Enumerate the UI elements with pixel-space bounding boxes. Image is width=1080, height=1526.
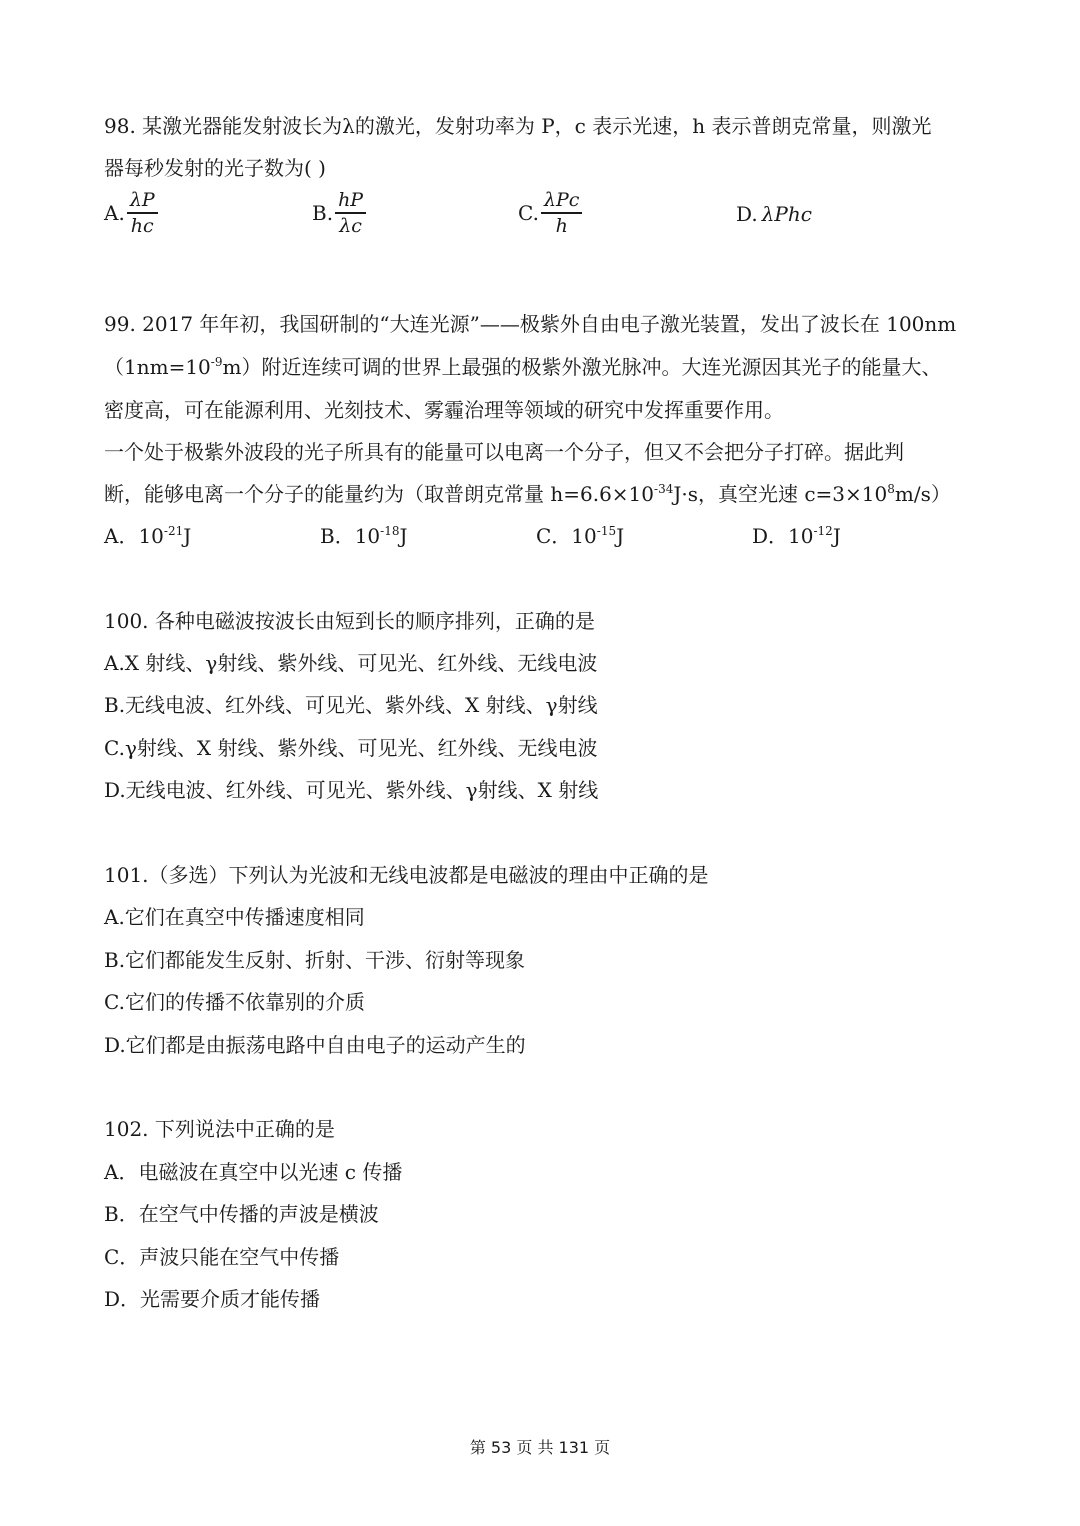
q100-stem: 100. 各种电磁波按波长由短到长的顺序排列，正确的是 [104, 609, 595, 633]
q98-option-c-fraction [541, 188, 582, 238]
q99-line5-pre: 断，能够电离一个分子的能量约为（取普朗克常量 h=6.6×10 [104, 482, 655, 506]
q100-option-c: C.γ射线、X 射线、紫外线、可见光、红外线、无线电波 [104, 736, 598, 760]
q98-option-a [104, 188, 158, 238]
q99-stem-line5 [104, 480, 951, 508]
q99-option-d [752, 522, 841, 550]
q99-option-c-post: J [616, 524, 625, 548]
q99-option-b-pre: B．10 [320, 524, 381, 548]
q101-option-a: A.它们在真空中传播速度相同 [104, 905, 365, 929]
q99-option-a-sup: -21 [163, 524, 184, 538]
q102-option-d: D．光需要介质才能传播 [104, 1287, 321, 1311]
q99-option-b-sup: -18 [380, 524, 400, 538]
q99-stem-line3: 密度高，可在能源利用、光刻技术、雾霾治理等领域的研究中发挥重要作用。 [104, 398, 784, 422]
q98-option-b-fraction [335, 188, 366, 238]
q99-line2-post: m）附近连续可调的世界上最强的极紫外激光脉冲。大连光源因其光子的能量大、 [222, 355, 942, 379]
q99-stem-line1: 99. 2017 年年初，我国研制的“大连光源”——极紫外自由电子激光装置，发出了波长在 100nm [104, 312, 957, 336]
q98-option-a-fraction [127, 188, 158, 238]
q98-option-d [736, 202, 812, 226]
q99-option-a [104, 522, 191, 550]
q98-option-d-text: λPhc [761, 202, 812, 226]
q102-option-a: A．电磁波在真空中以光速 c 传播 [104, 1160, 403, 1184]
q99-line5-sup2: 8 [887, 482, 895, 496]
q99-stem-line2 [104, 353, 941, 381]
q98-option-b [312, 188, 366, 238]
q98-option-b-denominator: λc [339, 214, 362, 237]
q99-line2-sup: -9 [210, 355, 223, 369]
q98-option-a-numerator: λP [129, 189, 155, 211]
q101-option-d: D.它们都是由振荡电路中自由电子的运动产生的 [104, 1033, 526, 1057]
q99-option-a-post: J [183, 524, 192, 548]
q99-line5-post: m/s） [894, 482, 951, 506]
q98-option-c [518, 188, 582, 238]
q98-option-a-label: A. [104, 200, 125, 225]
q99-option-d-pre: D．10 [752, 524, 814, 548]
q102-option-b: B．在空气中传播的声波是横波 [104, 1202, 379, 1226]
q99-option-c-pre: C．10 [536, 524, 597, 548]
document-page [104, 0, 984, 1526]
q99-line5-mid: J·s，真空光速 c=3×10 [673, 482, 888, 506]
q98-option-c-numerator: λPc [543, 189, 580, 211]
q98-option-d-label: D. [736, 202, 758, 226]
q99-option-d-post: J [832, 524, 841, 548]
q100-option-b: B.无线电波、红外线、可见光、紫外线、X 射线、γ射线 [104, 693, 598, 717]
q102-stem: 102. 下列说法中正确的是 [104, 1117, 335, 1141]
q99-line5-sup1: -34 [654, 482, 674, 496]
q98-stem-line2: 器每秒发射的光子数为( ) [104, 156, 326, 180]
q100-option-d: D.无线电波、红外线、可见光、紫外线、γ射线、X 射线 [104, 778, 599, 802]
q99-option-c [536, 522, 624, 550]
q99-option-b [320, 522, 408, 550]
q101-option-c: C.它们的传播不依靠别的介质 [104, 990, 365, 1014]
q99-line2-pre: （1nm=10 [104, 355, 211, 379]
q102-option-c: C．声波只能在空气中传播 [104, 1245, 340, 1269]
q98-option-c-denominator: h [555, 214, 568, 237]
q98-option-a-denominator: hc [130, 214, 154, 237]
q99-stem-line4: 一个处于极紫外波段的光子所具有的能量可以电离一个分子，但又不会把分子打碎。据此判 [104, 440, 904, 464]
q98-option-b-label: B. [312, 200, 334, 225]
q99-option-a-pre: A．10 [104, 524, 164, 548]
page-footer-number: 第 53 页 共 131 页 [469, 1438, 611, 1457]
q99-option-c-sup: -15 [596, 524, 617, 538]
q98-option-b-numerator: hP [338, 189, 364, 211]
q98-stem-line1: 98. 某激光器能发射波长为λ的激光，发射功率为 P，c 表示光速，h 表示普朗克常量，则激光 [104, 114, 932, 138]
q98-option-c-label: C. [518, 200, 539, 225]
q101-stem: 101.（多选）下列认为光波和无线电波都是电磁波的理由中正确的是 [104, 863, 709, 887]
q99-option-d-sup: -12 [813, 524, 833, 538]
q101-option-b: B.它们都能发生反射、折射、干涉、衍射等现象 [104, 948, 526, 972]
q100-option-a: A.X 射线、γ射线、紫外线、可见光、红外线、无线电波 [104, 651, 598, 675]
q99-option-b-post: J [399, 524, 408, 548]
